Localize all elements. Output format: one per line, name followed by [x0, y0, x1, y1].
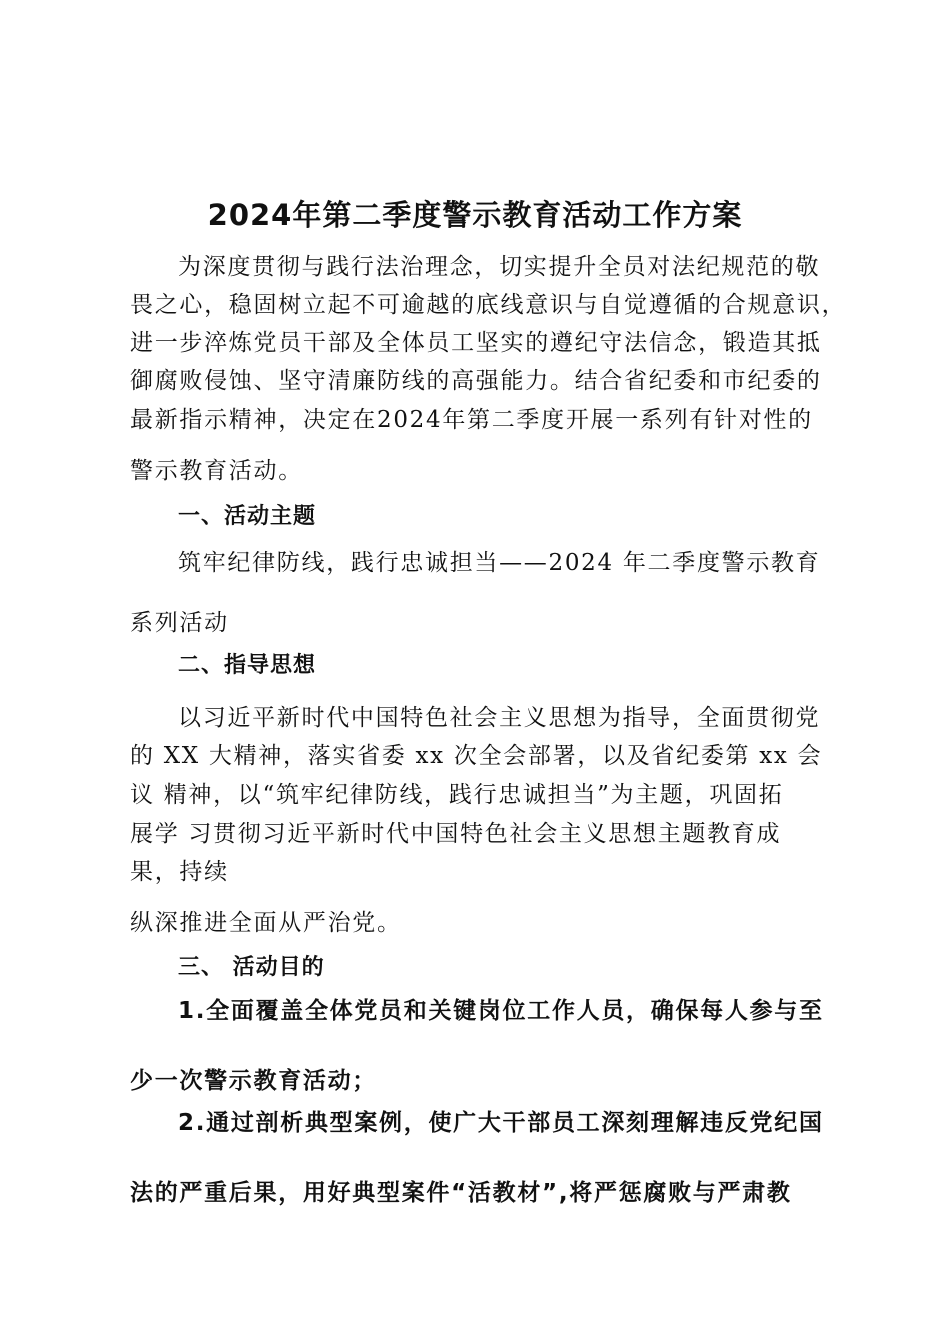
document-title: 2024年第二季度警示教育活动工作方案	[207, 198, 743, 232]
purpose-line: 少一次警示教育活动；	[130, 1068, 377, 1094]
intro-line: 最新指示精神，决定在2024年第二季度开展一系列有针对性的	[130, 407, 813, 433]
intro-line: 进一步淬炼党员干部及全体员工坚实的遵纪守法信念，锻造其抵	[130, 330, 822, 356]
section-heading-guiding-thought: 二、指导思想	[178, 653, 317, 678]
purpose-line: 2.通过剖析典型案例，使广大干部员工深刻理解违反党纪国	[178, 1110, 824, 1136]
guiding-line: 展学 习贯彻习近平新时代中国特色社会主义思想主题教育成	[130, 821, 782, 847]
purpose-line: 1.全面覆盖全体党员和关键岗位工作人员，确保每人参与至	[178, 998, 824, 1024]
theme-line: 筑牢纪律防线，践行忠诚担当——2024 年二季度警示教育	[178, 550, 821, 576]
guiding-line: 果，持续	[130, 859, 229, 885]
section-heading-theme: 一、活动主题	[178, 504, 317, 529]
intro-line: 御腐败侵蚀、坚守清廉防线的高强能力。结合省纪委和市纪委的	[130, 368, 822, 394]
guiding-line: 纵深推进全面从严治党。	[130, 910, 402, 936]
purpose-line: 法的严重后果，用好典型案件“活教材”,将严惩腐败与严肃教	[130, 1180, 792, 1206]
guiding-line: 的 XX 大精神，落实省委 xx 次全会部署，以及省纪委第 xx 会	[130, 743, 823, 769]
intro-line: 为深度贯彻与践行法治理念，切实提升全员对法纪规范的敬	[178, 254, 821, 280]
theme-line: 系列活动	[130, 610, 229, 636]
section-heading-purpose: 三、 活动目的	[178, 955, 325, 980]
guiding-line: 以习近平新时代中国特色社会主义思想为指导，全面贯彻党	[178, 705, 821, 731]
intro-line: 畏之心，稳固树立起不可逾越的底线意识与自觉遵循的合规意识，	[130, 292, 847, 318]
guiding-line: 议 精神，以“筑牢纪律防线，践行忠诚担当”为主题，巩固拓	[130, 782, 784, 808]
intro-line: 警示教育活动。	[130, 458, 303, 484]
